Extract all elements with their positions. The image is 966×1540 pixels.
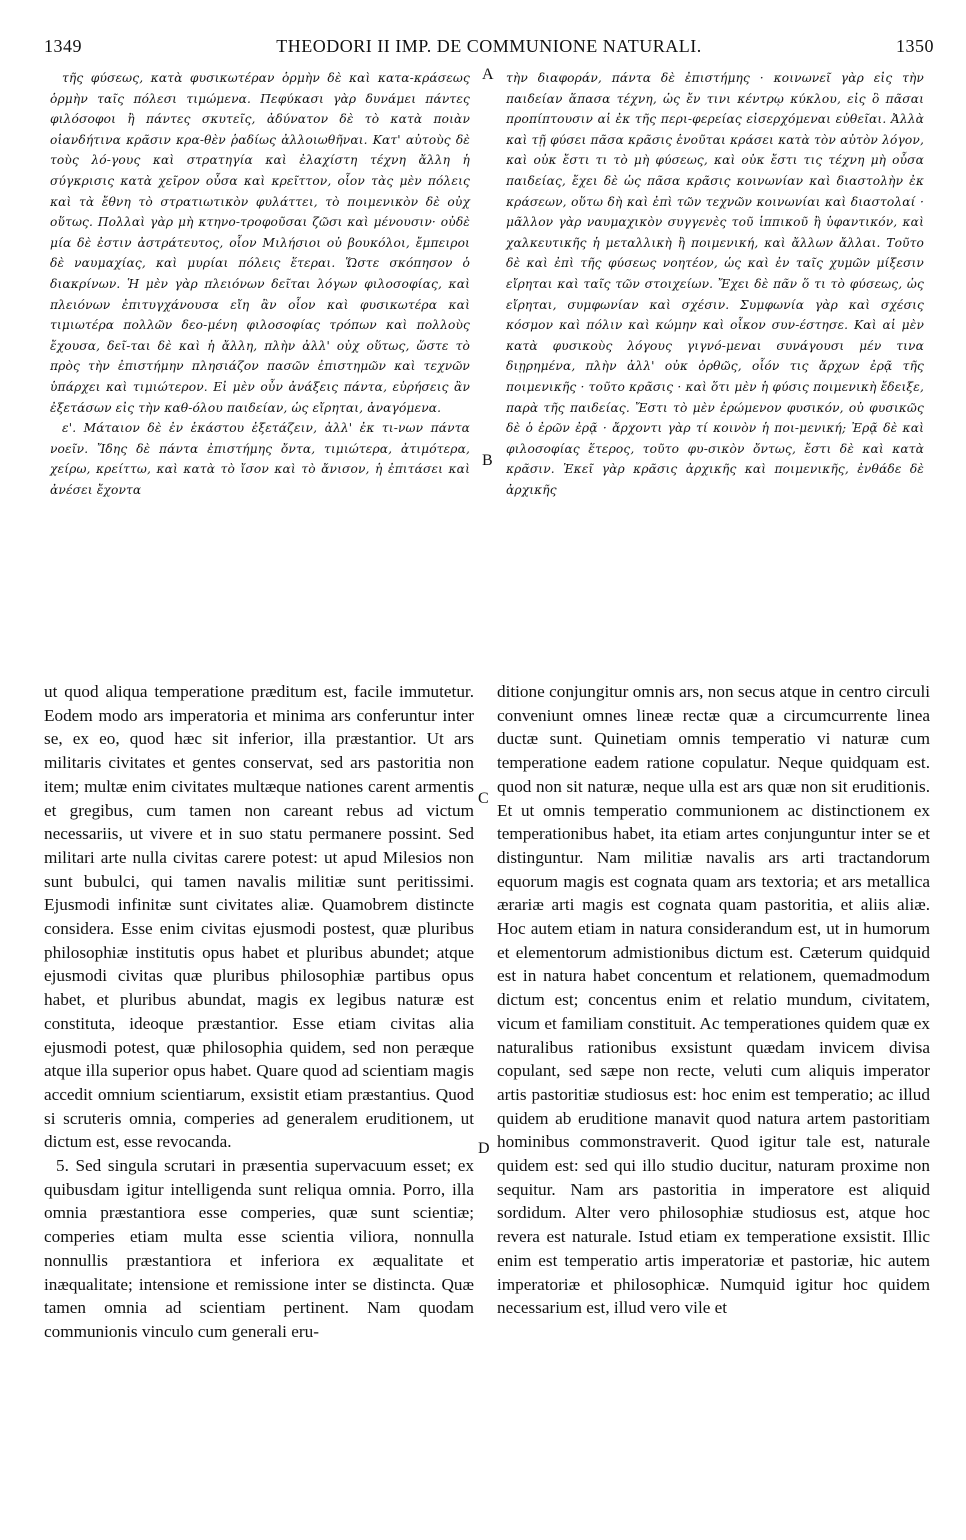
latin-paragraph: ut quod aliqua temperatione præditum est, facile immutetur. Eodem modo ars imperatoria et minima ars conferuntur inter se, ex eo, quod hæc sit inferior, illa præstantior. Ut ars militaris civitates et gentes conservat, sed ars pastoritia non item; multæ enim civitates multæque nationes carent armentis et gregibus, cum tamen non careant rebus ad victum necessariis, ut vivere et in suo statu permanere possint. Sed militari arte nulla civitas carere potest: ut apud Milesios non sunt bubulci, qui tamen navalis militiæ sunt peritissimi. Ejusmodi infinitæ sunt civitates aliæ. Quamobrem distincte considera. Esse enim civitas ejusmodi postest, quæ pluribus philosophiæ institutis opus habet et pluribus abundet; atque ejusmodi civitas quæ pluribus philosophiæ partibus opus habet, et pluribus abundat, magis ex legibus naturæ est constituta, ideoque præstantior. Esse etiam civitas alia ejusmodi potest, quæ philosophia quidem, sed non peræque atque illa superior opus habet. Quare quod ad scientiam magis accedit omnium scientiarum, exsistit etiam præstantius. Quod si scruteris omnia, comperies ad generalem eruditionem, ut dictum est, esse revocanda.: [44, 682, 474, 1152]
latin-paragraph: 5. Sed singula scrutari in præsentia supervacuum esset; ex quibusdam igitur intelligenda sunt reliqua omnia. Porro, illa omnia præstantiora esse comperies, quæ sunt scientiæ; comperies etiam multa esse scientia viliora, nonnulla nonnullis præstantiora et inferiora ex æqualitate et inæqualitate; intensione et remissione inter se distincta. Quæ tamen omnia ad scientiam pertinent. Nam quodam communionis vinculo cum generali eru-: [44, 1156, 474, 1341]
page-number-left: 1349: [44, 36, 82, 56]
greek-column-left: [50, 68, 470, 500]
section-marker-a: A: [482, 66, 494, 83]
section-marker-c: C: [478, 790, 489, 807]
greek-paragraph: ε'. Μάταιον δὲ ἐν ἑκάστου ἐξετάζειν, ἀλλ' ἐκ τι-νων πάντα νοεῖν. Ἴδης δὲ πάντα ἐπιστήμης ὄντα, τιμιώτερα, ἀτιμότερα, χείρω, κρείττω, καὶ κατὰ τὸ ἴσον καὶ τὸ ἄνισον, ἡ ἐπιτάσει καὶ ἀνέσει ἔχοντα: [50, 421, 470, 497]
greek-paragraph: τὴν διαφοράν, πάντα δὲ ἐπιστήμης · κοινωνεῖ γὰρ εἰς τὴν παιδείαν ἅπασα τέχνη, ὡς ἔν τινι κέντρῳ κύκλου, εἰς ὃ πᾶσαι προπίπτουσιν αἱ ἐκ τῆς περι-φερείας εἰσερχόμεναι εὐθεῖαι. Ἀλλὰ καὶ τῇ φύσει πᾶσα κρᾶσις ἑνοῦται κράσει κατὰ τὸν αὐτὸν λόγον, καὶ οὐκ ἔστι τι τὸ μὴ φύσεως, καὶ οὐκ ἔστι τις τέχνη μὴ οὖσα παιδείας, ἔχει δὲ ὡς πᾶσα κρᾶσις κοινωνίαν καὶ διαστολὴν ἐκ κράσεων, οὕτω δὴ καὶ ἐπὶ τῶν τεχνῶν κοινωνίαι καὶ διαστολαί · μᾶλλον γὰρ ναυμαχικὸν συγγενὲς τοῦ ἱππικοῦ ἢ ὑφαντικόν, καὶ χαλκευτικῆς ἡ μεταλλικὴ ἢ ποιμενική, καὶ ἄλλων ἄλλαι. Τοῦτο δὲ καὶ ἐπὶ τῆς φύσεως νοητέον, ὡς καὶ ἐν ταῖς χυμῶν μίξεσιν εἴρηται καὶ ταῖς τῶν στοιχείων. Ἔχει δὲ πᾶν ὅ τι τὸ φύσεως, ὡς εἴρηται, συμφωνίαν καὶ σχέσιν. Συμφωνία γὰρ καὶ σχέσις κόσμον καὶ πόλιν καὶ κώμην καὶ οἶκον συν-έστησε. Καὶ αἱ μὲν κατὰ φυσικοὺς λόγους γιγνό-μεναι συνάγουσι μέν τινα διῃρημένα, πλὴν ἀλλ' οὐκ ὀρθῶς, οἷόν τις ἄρχων ἐρᾷ τῆς ποιμενικῆς · τοῦτο κρᾶσις · καὶ ὅτι μὲν ἡ φύσις ποιμενικὴ ἔδειξε, παρὰ τῆς παιδείας. Ἔστι τὸ μὲν ἐρώμενον φυσικόν, οὐ φυσικῶς δὲ ὁ ἐρῶν ἐρᾷ · ἄρχοντι γὰρ τί κοινὸν ἡ ποι-μενική; Ἐρᾷ δὲ καὶ φιλοσοφίας ἕτερος, τοῦτο φυ-σικὸν ὄντως, ἔστι δὲ καὶ κατὰ κρᾶσιν. Ἐκεῖ γὰρ κρᾶσις ἀρχικῆς καὶ ποιμενικῆς, ἐνθάδε δὲ ἀρχικῆς: [506, 71, 924, 497]
latin-column-left: [44, 680, 474, 1344]
section-marker-d: D: [478, 1140, 490, 1157]
running-title: THEODORI II IMP. DE COMMUNIONE NATURALI.: [276, 36, 702, 56]
latin-column-right: [497, 680, 930, 1320]
latin-paragraph: ditione conjungitur omnis ars, non secus atque in centro circuli conveniunt omnes lineæ rectæ quæ a circumcurrente linea ductæ sunt. Quinetiam omnis temperatio vi naturæ cum temperatione eadem ratione copulatur. Neque quidquam est. quod non sit naturæ, neque ulla est ars quæ non sit eruditionis. Et ut omnis temperatio communionem ac distinctionem ex temperationibus habet, ita etiam artes conjunguntur inter se et distinguntur. Nam militiæ navalis ars arti tractandorum equorum magis est cognata quam ars textoria; et ars metallica ærariæ arti magis est cognata quam pastoritia, et aliis aliæ. Hoc autem etiam in natura considerandum est, ut in humorum et elementorum admistionibus dictum est. Cæterum quidquid est in natura habet concentum et relationem, quemadmodum dictum est; concentus enim et relatio mundum, civitatem, vicum et familiam constituit. Ac temperationes quidem quæ ex naturalibus rationibus exsistunt quædam invicem divisa copulant, sed sæpe non recte, veluti cum aliquis imperator artis pastoritiæ studiosus est: hoc enim est temperatio; ac illud quidem ab eruditione manavit quod natura artem pastoritiam hominibus commonstraverit. Quod igitur tale est, naturale quidem est: sed qui illo studio ducitur, naturam proxime non sequitur. Nam ars pastoritia in imperatore est aliquid sordidum. Alter vero philosophiæ studiosus est, atque hoc revera est naturale. Istud etiam ex temperatione exsistit. Illic enim est temperatio artis imperatoriæ et pastoriæ, hic autem imperatoriæ et philosophicæ. Numquid igitur hoc quidem necessarium est, illud vero vile et: [497, 682, 930, 1318]
greek-column-right: [506, 68, 924, 500]
page-number-right: 1350: [896, 36, 934, 56]
greek-paragraph: τῆς φύσεως, κατὰ φυσικωτέραν ὁρμὴν δὲ καὶ κατα-κράσεως ὁρμὴν ταῖς πόλεσι τιμώμενα. Πεφύκασι γὰρ δυνάμει πάντες φιλόσοφοι ἢ πάντες σκυτεῖς, ἀδύνατον δὲ τὸ κατὰ ποιὰν οἱανδήτινα κρᾶσιν κρα-θὲν ῥαδίως ἀλλοιωθῆναι. Κατ' αὐτοὺς δὲ τοὺς λό-γους καὶ στρατηγία καὶ ἐλαχίστη τέχνη ἄλλη ἡ σύγκρισις κατὰ χεῖρον οὖσα καὶ κρεῖττον, οἷον τὰς μὲν πόλεις καὶ τὰ ἔθνη τὸ στρατιωτικὸν φυλάττει, τὸ ποιμενικὸν δὲ οὐχ οὕτως. Πολλαὶ γὰρ μὴ κτηνο-τροφοῦσαι ζῶσι καὶ μένουσιν· οὐδὲ μία δὲ ἐστιν ἀστράτευτος, οἷον Μιλήσιοι οὐ βουκόλοι, ἔμπειροι δὲ ναυμαχίας, καὶ μυρίαι πόλεις ἕτεραι. Ὥστε σκόπησον ὁ διακρίνων. Ἡ μὲν γὰρ πλειόνων δεῖται λόγων φιλοσοφίας, καὶ πλειόνων ἐπιτυγχάνουσα εἴη ἂν οἷον καὶ φυσικωτέρα καὶ τιμιωτέρα πολλῶν δεο-μένη φιλοσοφίας τρόπων καὶ πολλοὺς ἔχουσα, δεῖ-ται δὲ καὶ ἡ ἄλλη, πλὴν ἀλλ' οὐχ οὕτως, ὥστε τὸ πρὸς τὴν ἐπιστήμην πλησιάζον πασῶν ἐπιστημῶν καὶ τεχνῶν ὑπάρχει καὶ τιμιώτερον. Εἰ μὲν οὖν ἀνάξεις πάντα, εὑρήσεις ἂν ἐξετάσων εἰς τὴν καθ-όλου παιδείαν, ὡς εἴρηται, ἀναγόμενα.: [50, 71, 470, 415]
running-header: [44, 36, 934, 58]
section-marker-b: B: [482, 452, 493, 469]
